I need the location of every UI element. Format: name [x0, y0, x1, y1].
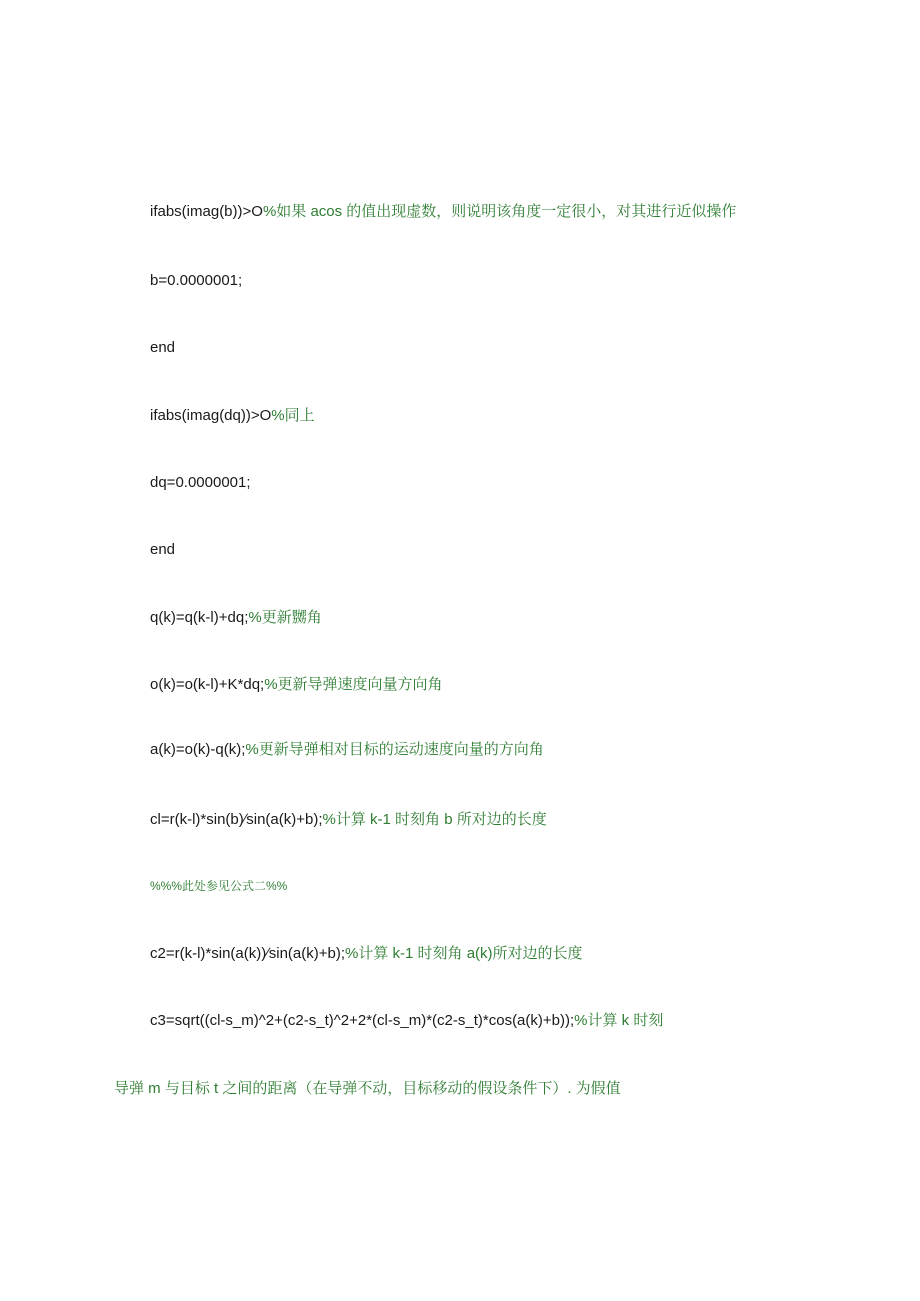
- code-comment: %%%此处参见公式二%%: [150, 879, 288, 893]
- code-text: q(k)=q(k-l)+dq;: [150, 609, 249, 626]
- code-line-3: [150, 338, 175, 358]
- code-comment: 导弹 m 与目标 t 之间的距离（在导弹不动，目标移动的假设条件下）. 为假值: [114, 1080, 621, 1097]
- code-comment: %计算 k 时刻: [574, 1012, 664, 1029]
- code-line-6: [150, 540, 175, 560]
- code-comment: %计算 k-1 时刻角 a(k)所对边的长度: [345, 945, 583, 962]
- code-line-14: [114, 1079, 621, 1099]
- code-line-4: [150, 406, 315, 426]
- code-text: ifabs(imag(b))>O: [150, 203, 263, 220]
- code-text: b=0.0000001;: [150, 272, 243, 289]
- code-line-8: [150, 675, 443, 695]
- code-text: dq=0.0000001;: [150, 474, 251, 491]
- code-comment: %更新导弹相对目标的运动速度向量的方向角: [245, 741, 544, 758]
- code-text: end: [150, 541, 176, 558]
- code-line-9: [150, 740, 544, 760]
- code-text: o(k)=o(k-l)+K*dq;: [150, 676, 265, 693]
- code-text: end: [150, 339, 176, 356]
- code-line-10: [150, 810, 547, 830]
- code-line-11: [150, 876, 287, 896]
- code-comment: %如果 acos 的值出现虚数，则说明该角度一定很小，对其进行近似操作: [262, 203, 737, 220]
- code-comment: %计算 k-1 时刻角 b 所对边的长度: [322, 811, 547, 828]
- code-text: a(k)=o(k)-q(k);: [150, 741, 246, 758]
- code-text: c2=r(k-l)*sin(a(k))∕sin(a(k)+b);: [150, 945, 346, 962]
- code-line-7: [150, 608, 322, 628]
- code-comment: %同上: [271, 407, 315, 424]
- code-text: c3=sqrt((cl-s_m)^2+(c2-s_t)^2+2*(cl-s_m)*(c2-s_t)*cos(a(k)+b));: [150, 1012, 575, 1029]
- code-comment: %更新嬲角: [248, 609, 322, 626]
- code-comment: %更新导弹速度向量方向角: [264, 676, 443, 693]
- code-line-13: [150, 1011, 663, 1031]
- code-text: ifabs(imag(dq))>O: [150, 407, 272, 424]
- code-line-1: [150, 202, 736, 222]
- code-text: cl=r(k-l)*sin(b)∕sin(a(k)+b);: [150, 811, 323, 828]
- code-line-12: [150, 944, 583, 964]
- code-line-5: [150, 473, 251, 493]
- code-line-2: [150, 271, 242, 291]
